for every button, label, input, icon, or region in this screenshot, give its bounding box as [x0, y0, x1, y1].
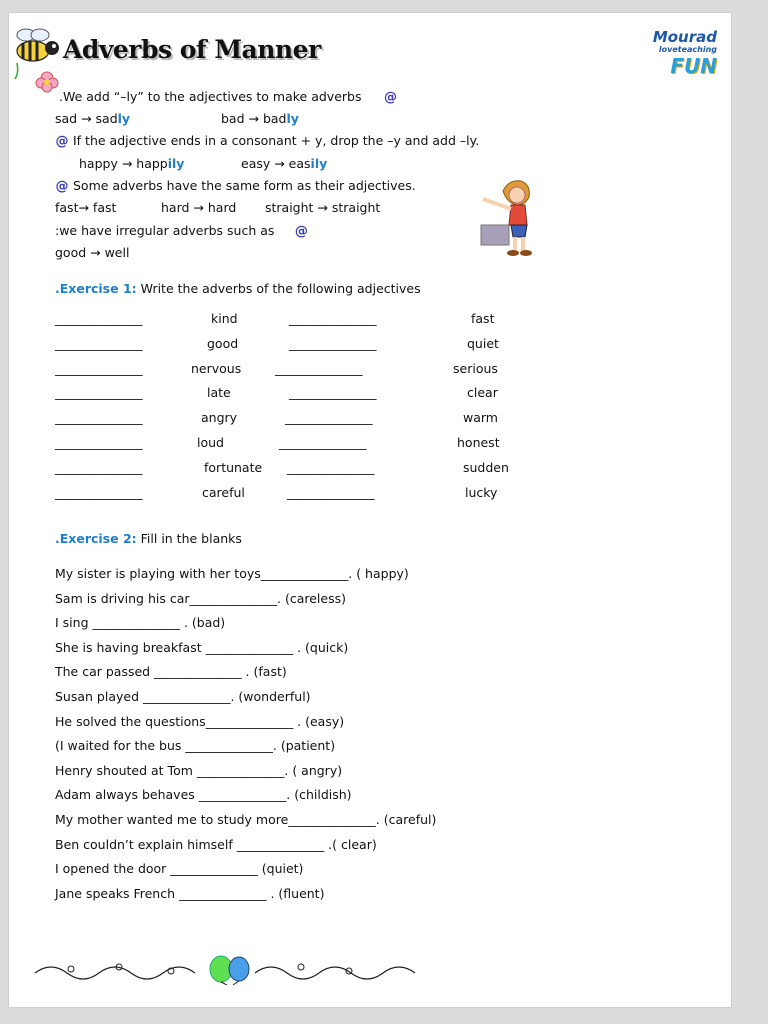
adjective-left: good: [207, 336, 239, 351]
adjective-left: careful: [202, 485, 245, 500]
balloon-border-icon: [31, 951, 421, 985]
rule-example-7: straight → straight: [265, 200, 381, 215]
exercise-label: .Exercise 1:: [55, 281, 137, 296]
fill-blank-sentence[interactable]: Ben couldn’t explain himself ______________ .( clear): [55, 836, 377, 852]
fill-blank-sentence[interactable]: My mother wanted me to study more______________. (careful): [55, 812, 437, 827]
swirl-bullet-icon: @: [55, 179, 69, 194]
page-title: Adverbs of Manner: [63, 35, 321, 64]
exercise-instruction: Write the adverbs of the following adjectives: [140, 281, 421, 296]
brand-logo: [653, 30, 717, 78]
fill-blank-sentence[interactable]: I sing ______________ . (bad): [55, 615, 226, 631]
fill-blank-sentence[interactable]: Henry shouted at Tom ______________. ( angry): [55, 762, 343, 778]
adjective-left: kind: [211, 311, 238, 326]
rule-example-8: good → well: [55, 245, 130, 260]
adjective-right: honest: [457, 435, 500, 450]
swirl-bullet-icon: @: [55, 134, 69, 149]
rule-line-5: [55, 178, 416, 194]
rule-text: Some adverbs have the same form as their adjectives.: [72, 178, 416, 193]
rule-line-3: [55, 133, 479, 149]
answer-blank-left[interactable]: ______________: [55, 410, 143, 425]
adjective-right: quiet: [467, 336, 499, 351]
brand-badge: FUN: [670, 54, 717, 78]
rule-text: .We add “–ly” to the adjectives to make adverbs: [59, 89, 362, 104]
pointing-boy-icon: [473, 173, 543, 259]
swirl-bullet-icon: @: [294, 224, 308, 239]
adjective-right: clear: [467, 385, 498, 400]
answer-blank-right[interactable]: ______________: [289, 385, 377, 400]
answer-blank-left[interactable]: ______________: [55, 311, 143, 326]
adjective-left: fortunate: [204, 460, 263, 475]
fill-blank-sentence[interactable]: My sister is playing with her toys______________. ( happy): [55, 566, 409, 581]
answer-blank-left[interactable]: ______________: [55, 460, 143, 475]
fill-blank-sentence[interactable]: He solved the questions______________ . (easy): [55, 713, 345, 729]
answer-blank-right[interactable]: ______________: [285, 410, 373, 425]
answer-blank-left[interactable]: ______________: [55, 385, 143, 400]
adjective-right: sudden: [463, 460, 509, 475]
fill-blank-sentence[interactable]: Sam is driving his car______________. (careless): [55, 590, 346, 606]
adjective-right: fast: [471, 311, 495, 326]
fill-blank-sentence[interactable]: Susan played ______________. (wonderful): [55, 689, 311, 704]
adjective-right: lucky: [465, 485, 498, 500]
adjective-left: angry: [201, 410, 238, 425]
suffix-text: ily: [310, 156, 328, 171]
example-text: happy → happ: [79, 156, 168, 171]
fill-blank-sentence[interactable]: Adam always behaves ______________. (childish): [55, 787, 352, 803]
answer-blank-left[interactable]: ______________: [55, 485, 143, 500]
rule-line-7: [55, 223, 308, 239]
answer-blank-right[interactable]: ______________: [287, 460, 375, 475]
fill-blank-sentence[interactable]: She is having breakfast ______________ . (quick): [55, 639, 349, 655]
answer-blank-left[interactable]: ______________: [55, 435, 143, 450]
rule-text: :we have irregular adverbs such as: [55, 223, 275, 238]
answer-blank-left[interactable]: ______________: [55, 361, 143, 376]
answer-blank-right[interactable]: ______________: [289, 336, 377, 351]
exercise-2-heading: [55, 531, 242, 546]
swirl-bullet-icon: @: [383, 90, 397, 105]
example-text: easy → eas: [241, 156, 311, 171]
adjective-right: serious: [453, 361, 498, 376]
suffix-text: ily: [167, 156, 185, 171]
rule-example-6: hard → hard: [161, 200, 237, 215]
answer-blank-right[interactable]: ______________: [289, 311, 377, 326]
adjective-left: loud: [197, 435, 224, 450]
answer-blank-left[interactable]: ______________: [55, 336, 143, 351]
answer-blank-right[interactable]: ______________: [275, 361, 363, 376]
adjective-right: warm: [463, 410, 498, 425]
adjective-left: nervous: [191, 361, 242, 376]
exercise-label: .Exercise 2:: [55, 531, 137, 546]
fill-blank-sentence[interactable]: The car passed ______________ . (fast): [55, 664, 287, 680]
example-text: sad → sad: [55, 111, 118, 126]
suffix-text: ly: [117, 111, 131, 126]
rule-line-1: [59, 89, 397, 105]
exercise-1-heading: [55, 281, 421, 296]
brand-tagline: loveteaching: [658, 45, 717, 54]
rule-example-4: [241, 156, 327, 171]
answer-blank-right[interactable]: ______________: [279, 435, 367, 450]
rule-text: If the adjective ends in a consonant + y, drop the –y and add –ly.: [72, 133, 480, 148]
rule-example-5: fast→ fast: [55, 200, 117, 215]
worksheet-page: [8, 12, 732, 1008]
bee-flower-icon: [9, 23, 69, 93]
answer-blank-right[interactable]: ______________: [287, 485, 375, 500]
rule-example-3: [79, 156, 184, 171]
rule-example-2: [221, 111, 299, 126]
fill-blank-sentence[interactable]: I opened the door ______________ (quiet): [55, 861, 304, 877]
example-text: bad → bad: [221, 111, 287, 126]
fill-blank-sentence[interactable]: (I waited for the bus ______________. (patient): [55, 738, 336, 754]
brand-name: Mourad: [652, 28, 717, 46]
suffix-text: ly: [286, 111, 299, 126]
fill-blank-sentence[interactable]: Jane speaks French ______________ . (fluent): [55, 885, 325, 901]
rule-example-1: [55, 111, 130, 126]
exercise-instruction: Fill in the blanks: [140, 531, 242, 546]
adjective-left: late: [207, 385, 231, 400]
